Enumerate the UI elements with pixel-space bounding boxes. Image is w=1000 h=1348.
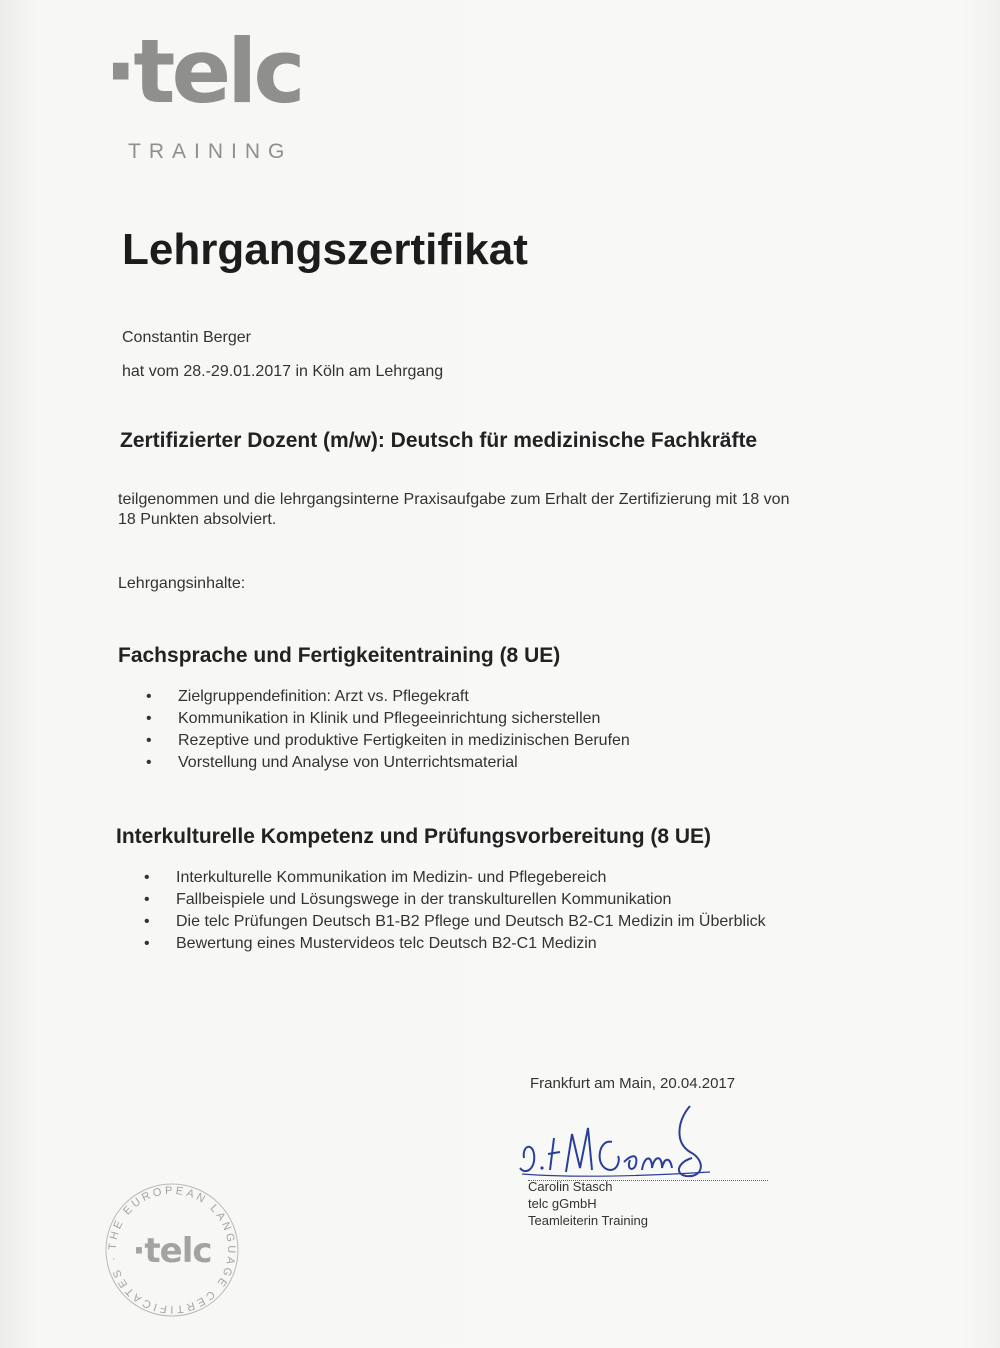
telc-training-logo <box>104 20 314 163</box>
course-title: Zertifizierter Dozent (m/w): Deutsch für medizinische Fachkräfte <box>120 429 758 452</box>
list-item: • Bewertung eines Mustervideos telc Deutsch B2-C1 Medizin <box>144 933 766 955</box>
contents-label: Lehrgangsinhalte: <box>118 575 246 592</box>
section-list-2 <box>144 867 766 955</box>
result-line-2: 18 Punkten absolviert. <box>118 511 277 528</box>
list-item: • Zielgruppendefinition: Arzt vs. Pflegekraft <box>146 686 630 708</box>
place-date: Frankfurt am Main, 20.04.2017 <box>530 1075 736 1092</box>
signer-role: Teamleiterin Training <box>528 1213 648 1228</box>
result-line-1: teilgenommen und die lehrgangsinterne Praxisaufgabe zum Erhalt der Zertifizierung mit 18 von <box>118 491 790 508</box>
page-title: Lehrgangszertifikat <box>122 225 528 274</box>
seal-center-wordmark: ·telc <box>132 1231 212 1271</box>
list-item: • Rezeptive und produktive Fertigkeiten in medizinischen Berufen <box>146 730 630 752</box>
telc-certificate-seal <box>102 1180 242 1320</box>
list-item: • Vorstellung und Analyse von Unterrichtsmaterial <box>146 752 630 774</box>
signer-organization: telc gGmbH <box>528 1196 597 1211</box>
section-heading-2: Interkulturelle Kompetenz und Prüfungsvorbereitung (8 UE) <box>116 825 712 848</box>
handwritten-signature <box>514 1098 714 1182</box>
participant-name: Constantin Berger <box>122 329 251 346</box>
list-item: • Die telc Prüfungen Deutsch B1-B2 Pflege und Deutsch B2-C1 Medizin im Überblick <box>144 911 766 933</box>
logo-wordmark: ·telc <box>104 20 302 123</box>
course-intro: hat vom 28.-29.01.2017 in Köln am Lehrgang <box>122 363 444 380</box>
result-text <box>118 490 898 530</box>
list-item: • Fallbeispiele und Lösungswege in der transkulturellen Kommunikation <box>144 889 766 911</box>
list-item: • Kommunikation in Klinik und Pflegeeinrichtung sicherstellen <box>146 708 630 730</box>
section-heading-1: Fachsprache und Fertigkeitentraining (8 UE) <box>118 644 561 667</box>
logo-subtitle: TRAINING <box>128 140 293 163</box>
list-item: • Interkulturelle Kommunikation im Medizin- und Pflegebereich <box>144 867 766 889</box>
signer-name: Carolin Stasch <box>528 1179 613 1194</box>
section-list-1 <box>146 686 630 774</box>
seal-ring-text: THE EUROPEAN LANGUAGE CERTIFICATES · <box>106 1184 238 1316</box>
